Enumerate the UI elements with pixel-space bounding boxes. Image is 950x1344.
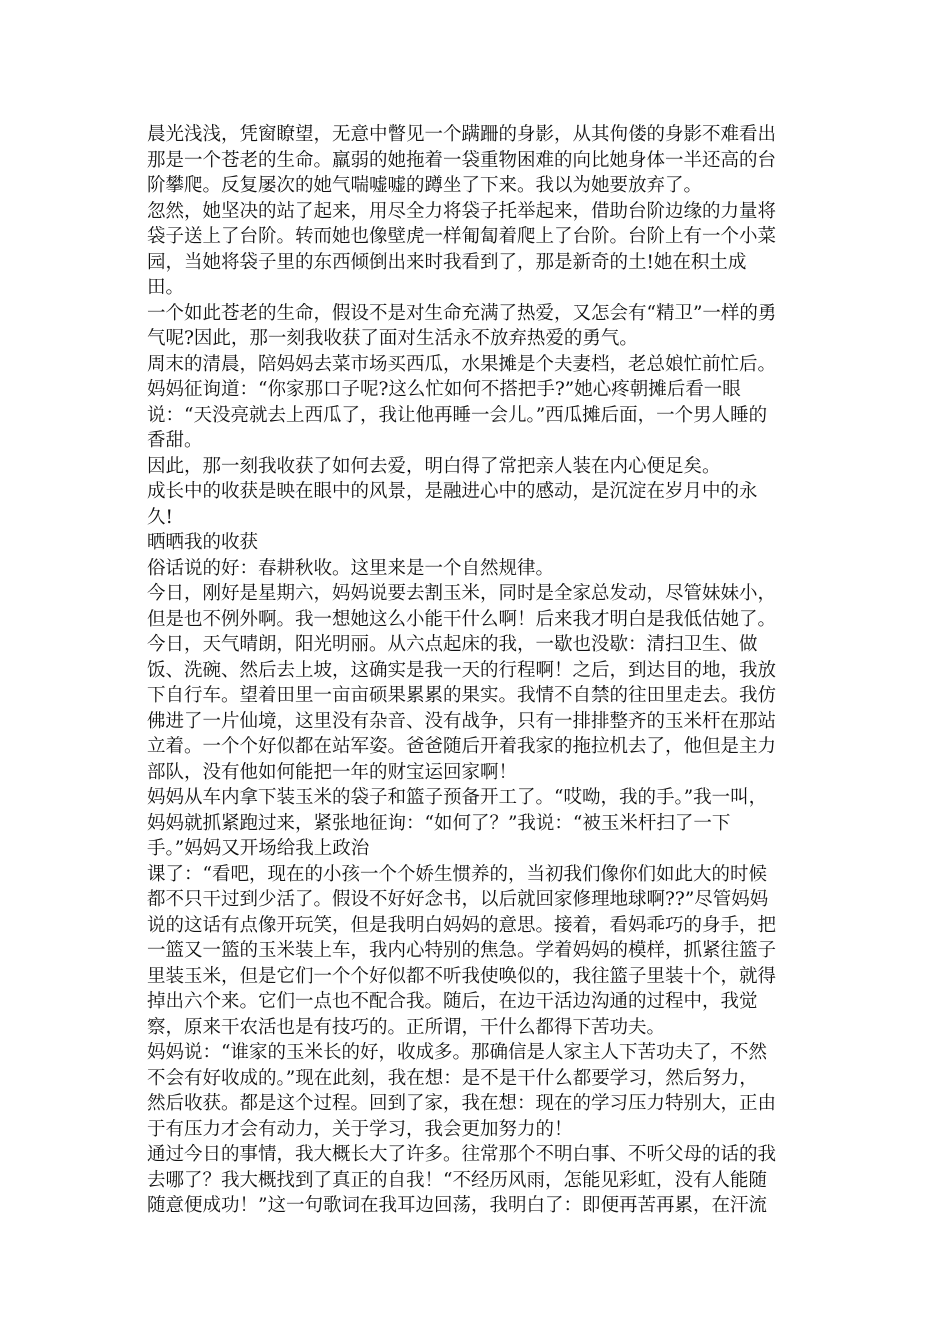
- text-line: 然后收获。都是这个过程。回到了家，我在想：现在的学习压力特别大，正由: [147, 1093, 777, 1114]
- text-line: 但是也不例外啊。我一想她这么小能干什么啊！后来我才明白是我低估她了。: [147, 608, 777, 630]
- text-line: 妈妈说：“谁家的玉米长的好，收成多。那确信是人家主人下苦功夫了，不然: [147, 1042, 767, 1063]
- text-line: 气呢?因此，那一刻我收获了面对生活永不放弃热爱的勇气。: [147, 328, 638, 349]
- text-line: 于有压力才会有动力，关于学习，我会更加努力的！: [147, 1118, 573, 1140]
- text-line: 妈妈征询道：“你家那口子呢?这么忙如何不搭把手?”她心疼朝摊后看一眼: [147, 379, 741, 400]
- text-line: 妈妈就抓紧跑过来，紧张地征询：“如何了？”我说：“被玉米杆扫了一下: [147, 812, 731, 834]
- text-line: 那是一个苍老的生命。羸弱的她拖着一袋重物困难的向比她身体一半还高的台: [147, 149, 777, 171]
- text-line: 一个如此苍老的生命，假设不是对生命充满了热爱，又怎会有“精卫”一样的勇: [147, 302, 777, 324]
- text-line: 妈妈从车内拿下装玉米的袋子和篮子预备开工了。“哎呦，我的手。”我一叫，: [147, 787, 768, 808]
- text-line: 一篮又一篮的玉米装上车，我内心特别的焦急。学着妈妈的模样，抓紧往篮子: [147, 940, 777, 961]
- text-line: 周末的清晨，陪妈妈去菜市场买西瓜，水果摊是个夫妻档，老总娘忙前忙后。: [147, 353, 777, 375]
- text-line: 说：“天没亮就去上西瓜了，我让他再睡一会儿。”西瓜摊后面，一个男人睡的: [147, 404, 768, 426]
- text-line: 园，当她将袋子里的东西倾倒出来时我看到了，那是新奇的土!她在积土成: [147, 251, 747, 273]
- text-line: 不会有好收成的。”现在此刻，我在想：是不是干什么都要学习，然后努力，: [147, 1067, 758, 1089]
- text-line: 今日，刚好是星期六，妈妈说要去割玉米，同时是全家总发动，尽管妹妹小，: [147, 583, 777, 604]
- text-line: 久!: [147, 506, 173, 528]
- text-line: 因此，那一刻我收获了如何去爱，明白得了常把亲人装在内心便足矣。: [147, 455, 721, 477]
- text-line: 掉出六个来。它们一点也不配合我。随后，在边干活边沟通的过程中，我觉: [147, 991, 758, 1012]
- text-line: 今日，天气晴朗，阳光明丽。从六点起床的我，一歇也没歇：清扫卫生、做: [147, 634, 758, 655]
- document-body: [147, 122, 809, 1219]
- text-line: 立着。一个个好似都在站军姿。爸爸随后开着我家的拖拉机去了，他但是主力: [147, 736, 777, 757]
- text-line: 察，原来干农活也是有技巧的。正所谓，干什么都得下苦功夫。: [147, 1016, 666, 1038]
- text-line: 袋子送上了台阶。转而她也像壁虎一样匍匐着爬上了台阶。台阶上有一个小菜: [147, 226, 777, 247]
- text-line: 田。: [147, 277, 185, 298]
- text-line: 香甜。: [147, 430, 203, 451]
- text-line: 佛进了一片仙境，这里没有杂音、没有战争，只有一排排整齐的玉米杆在那站: [147, 710, 777, 732]
- text-line: 课了：“看吧，现在的小孩一个个娇生惯养的，当初我们像你们如此大的时候: [147, 863, 767, 885]
- text-line: 都不只干过到少活了。假设不好好念书，以后就回家修理地球啊??”尽管妈妈: [147, 889, 769, 910]
- text-line: 晨光浅浅，凭窗瞭望，无意中瞥见一个蹒跚的身影，从其佝偻的身影不难看出: [147, 124, 777, 145]
- text-line: 晒晒我的收获: [147, 532, 259, 553]
- text-line: 成长中的收获是映在眼中的风景，是融进心中的感动，是沉淀在岁月中的永: [147, 481, 758, 502]
- text-line: 手。”妈妈又开场给我上政治: [147, 838, 370, 859]
- text-line: 通过今日的事情，我大概长大了许多。往常那个不明白事、不听父母的话的我: [147, 1144, 777, 1165]
- text-line: 忽然，她坚决的站了起来，用尽全力将袋子托举起来，借助台阶边缘的力量将: [147, 200, 777, 222]
- text-line: 说的这话有点像开玩笑，但是我明白妈妈的意思。接着，看妈乖巧的身手，把: [147, 914, 777, 936]
- text-line: 里装玉米，但是它们一个个好似都不听我使唤似的，我往篮子里装十个，就得: [147, 965, 777, 987]
- text-line: 下自行车。望着田里一亩亩硕果累累的果实。我情不自禁的往田里走去。我仿: [147, 685, 777, 706]
- text-line: 阶攀爬。反复屡次的她气喘嘘嘘的蹲坐了下来。我以为她要放弃了。: [147, 175, 703, 196]
- text-line: 俗话说的好：春耕秋收。这里来是一个自然规律。: [147, 557, 555, 579]
- text-line: 饭、洗碗、然后去上坡，这确实是我一天的行程啊！之后，到达目的地，我放: [147, 659, 777, 681]
- text-line: 去哪了？我大概找到了真正的自我！“不经历风雨，怎能见彩虹，没有人能随: [147, 1169, 767, 1191]
- text-line: 随意便成功！”这一句歌词在我耳边回荡，我明白了：即便再苦再累，在汗流: [147, 1195, 767, 1216]
- text-line: 部队，没有他如何能把一年的财宝运回家啊！: [147, 761, 518, 783]
